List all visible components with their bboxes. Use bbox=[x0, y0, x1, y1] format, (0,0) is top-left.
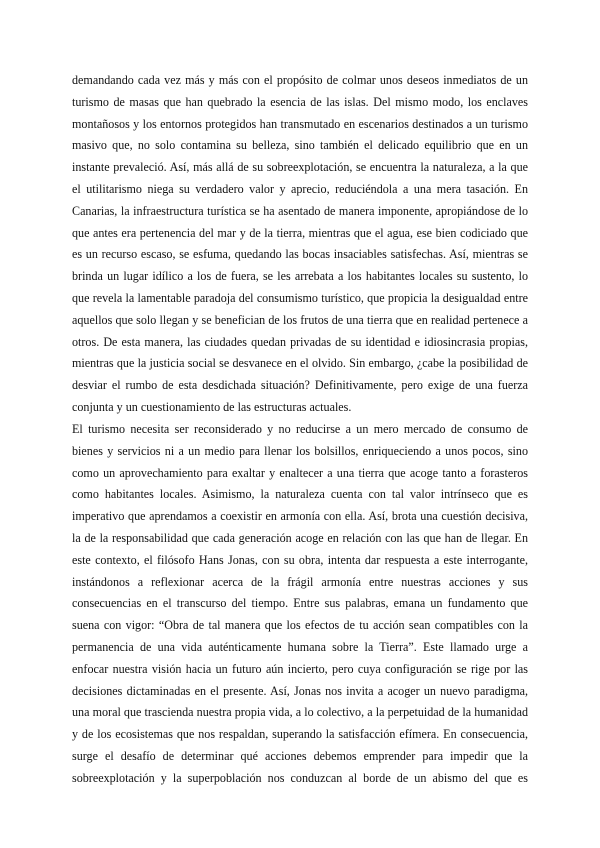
text-line: el utilitarismo niega su verdadero valor y aprecio, reduciéndola a una mera tasación. En bbox=[72, 181, 528, 196]
text-line: la de la responsabilidad que cada generación acoge en relación con las que han de llegar. En bbox=[72, 530, 528, 545]
text-line: aquellos que solo llegan y se benefician de los frutos de una tierra que en realidad pertenece a bbox=[72, 312, 528, 327]
text-line: mientras que la justicia social se desvanece en el olvido. Sin embargo, ¿cabe la posibilidad de bbox=[72, 356, 528, 371]
text-line: sobreexplotación y la superpoblación nos conduzcan al borde de un abismo del que es bbox=[72, 770, 528, 785]
text-line: surge el desafío de determinar qué acciones debemos emprender para impedir que la bbox=[72, 748, 528, 763]
text-line: El turismo necesita ser reconsiderado y no reducirse a un mero mercado de consumo de bbox=[72, 422, 528, 436]
text-line: enfocar nuestra visión hacia un futuro aún incierto, pero cuya configuración se rige por las bbox=[72, 661, 528, 676]
text-line: bienes y servicios ni a un medio para llenar los bolsillos, enriqueciendo a unos pocos, sino bbox=[72, 443, 528, 458]
text-line: es un recurso escaso, se esfuma, quedando las bocas insaciables satisfechas. Así, mientras se bbox=[72, 247, 528, 262]
text-line: masivo que, no solo contamina su belleza, sino también el delicado equilibrio que en un bbox=[72, 138, 528, 153]
text-line: como habitantes locales. Asimismo, la naturaleza cuenta con tal valor intrínseco que es bbox=[72, 487, 528, 502]
text-line: brinda un lugar idílico a los de fuera, se les arrebata a los habitantes locales su sustento, lo bbox=[72, 269, 528, 284]
text-line: como un aprovechamiento para exaltar y enaltecer a una tierra que acoge tanto a forasteros bbox=[72, 465, 528, 480]
text-line: instándonos a reflexionar acerca de la frágil armonía entre nuestras acciones y sus bbox=[72, 574, 528, 589]
text-line: y de los ecosistemas que nos respaldan, superando la satisfacción efímera. En consecuencia, bbox=[72, 727, 528, 742]
text-line: turismo de masas que han quebrado la esencia de las islas. Del mismo modo, los enclaves bbox=[72, 94, 528, 109]
text-line: decisiones dictaminadas en el presente. Así, Jonas nos invita a acoger un nuevo paradigma, bbox=[72, 683, 528, 698]
text-line: Canarias, la infraestructura turística se ha asentado de manera imponente, apropiándose de lo bbox=[72, 203, 528, 218]
text-line: permanencia de una vida auténticamente humana sobre la Tierra”. Este llamado urge a bbox=[72, 639, 528, 654]
text-line: otros. De esta manera, las ciudades quedan privadas de su identidad e idiosincrasia propias, bbox=[72, 334, 528, 349]
paragraph-2 bbox=[72, 419, 528, 790]
text-line: consecuencias en el transcurso del tiempo. Entre sus palabras, emana un fundamento que bbox=[72, 596, 528, 611]
paragraph-1 bbox=[72, 70, 528, 419]
text-line: suena con vigor: “Obra de tal manera que los efectos de tu acción sean compatibles con la bbox=[72, 618, 528, 633]
text-line: que revela la lamentable paradoja del consumismo turístico, que propicia la desigualdad entre bbox=[72, 290, 528, 305]
text-line: desviar el rumbo de esta desdichada situación? Definitivamente, pero exige de una fuerza bbox=[72, 378, 528, 393]
text-line: una moral que trascienda nuestra propia vida, a lo colectivo, a la perpetuidad de la humanidad bbox=[72, 705, 528, 720]
text-line: imperativo que aprendamos a coexistir en armonía con ella. Así, brota una cuestión decisiva, bbox=[72, 509, 528, 524]
text-line: que antes era pertenencia del mar y de la tierra, mientras que el agua, ese bien codiciado que bbox=[72, 225, 528, 240]
text-line: instante prevaleció. Así, más allá de su sobreexplotación, se encuentra la naturaleza, a la que bbox=[72, 160, 528, 175]
text-line: conjunta y un cuestionamiento de las estructuras actuales. bbox=[72, 399, 352, 414]
text-line: este contexto, el filósofo Hans Jonas, con su obra, intenta dar respuesta a este interrogante, bbox=[72, 552, 528, 567]
text-line: demandando cada vez más y más con el propósito de colmar unos deseos inmediatos de un bbox=[72, 73, 528, 87]
text-line: montañosos y los entornos protegidos han transmutado en escenarios destinados a un turismo bbox=[72, 116, 528, 131]
